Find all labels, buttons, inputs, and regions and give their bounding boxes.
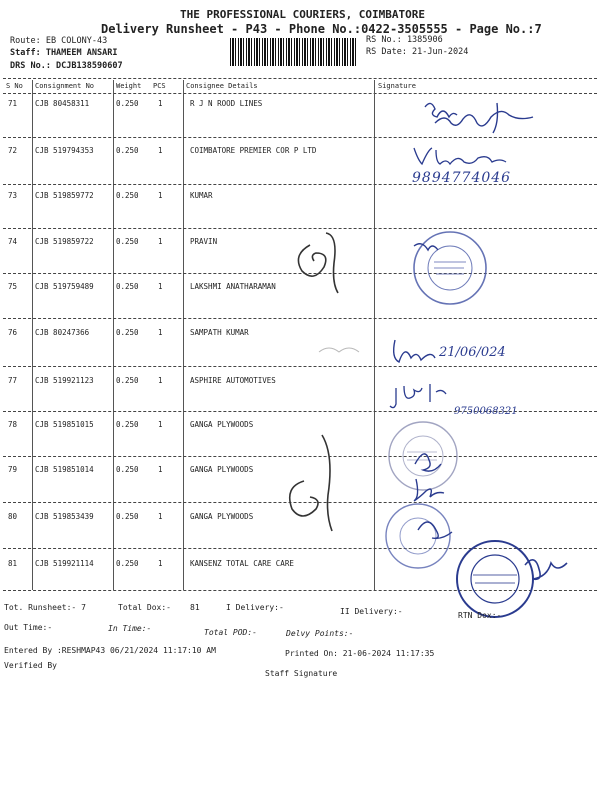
sno: 81 bbox=[8, 559, 18, 568]
out-time: Out Time:- bbox=[4, 623, 53, 632]
consignee: R J N ROOD LINES bbox=[190, 99, 263, 108]
consignment-no: CJB 519851015 bbox=[35, 420, 94, 429]
consignee: KANSENZ TOTAL CARE CARE bbox=[190, 559, 294, 568]
sno: 80 bbox=[8, 512, 18, 521]
col-consignment: Consignment No bbox=[35, 82, 95, 90]
pcs: 1 bbox=[158, 420, 163, 429]
sno: 79 bbox=[8, 465, 18, 474]
col-sno: S No bbox=[6, 82, 23, 90]
rtn-dox: RTN Dox:- bbox=[458, 611, 502, 620]
consignee: GANGA PLYWOODS bbox=[190, 512, 254, 521]
pcs: 1 bbox=[158, 559, 163, 568]
pcs: 1 bbox=[158, 146, 163, 155]
consignment-no: CJB 80458311 bbox=[35, 99, 90, 108]
pcs: 1 bbox=[158, 237, 163, 246]
weight: 0.250 bbox=[116, 512, 139, 521]
sig72-phone: 9894774046 bbox=[412, 170, 512, 186]
sno: 71 bbox=[8, 99, 18, 108]
consignee: COIMBATORE PREMIER COR P LTD bbox=[190, 146, 317, 155]
weight: 0.250 bbox=[116, 191, 139, 200]
barcode bbox=[230, 38, 356, 66]
signature-71 bbox=[405, 95, 565, 137]
staff: Staff: THAMEEM ANSARI bbox=[10, 48, 118, 58]
row-divider bbox=[3, 318, 597, 319]
seal-80 bbox=[378, 500, 463, 570]
weight: 0.250 bbox=[116, 559, 139, 568]
consignee: ASPHIRE AUTOMOTIVES bbox=[190, 376, 276, 385]
drs-number: DRS No.: DCJB138590607 bbox=[10, 61, 123, 71]
consignment-no: CJB 519921114 bbox=[35, 559, 94, 568]
total-dox-label: Total Dox:- bbox=[118, 603, 171, 612]
ink-mark-74-75 bbox=[282, 225, 357, 300]
ink-mark-79-80 bbox=[270, 425, 350, 535]
pcs: 1 bbox=[158, 328, 163, 337]
consignee: KUMAR bbox=[190, 191, 213, 200]
weight: 0.250 bbox=[116, 146, 139, 155]
delvy-points: Delvy Points:- bbox=[286, 629, 354, 638]
route: Route: EB COLONY-43 bbox=[10, 36, 108, 46]
consignment-no: CJB 519851014 bbox=[35, 465, 94, 474]
col-signature: Signature bbox=[378, 82, 416, 90]
pcs: 1 bbox=[158, 191, 163, 200]
sno: 75 bbox=[8, 282, 18, 291]
tot-runsheet: Tot. Runsheet:- 7 bbox=[4, 603, 86, 612]
table-top-line bbox=[3, 78, 597, 79]
weight: 0.250 bbox=[116, 420, 139, 429]
consignee: GANGA PLYWOODS bbox=[190, 420, 254, 429]
rs-number: RS No.: 1385906 bbox=[366, 35, 443, 45]
col-weight: Weight bbox=[116, 82, 142, 90]
verified-by: Verified By bbox=[4, 661, 57, 670]
consignee: LAKSHMI ANATHARAMAN bbox=[190, 282, 276, 291]
pcs: 1 bbox=[158, 99, 163, 108]
printed-on: Printed On: 21-06-2024 11:17:35 bbox=[285, 649, 435, 658]
sno: 73 bbox=[8, 191, 18, 200]
consignment-no: CJB 519859722 bbox=[35, 237, 94, 246]
pcs: 1 bbox=[158, 512, 163, 521]
sig76-date: 21/06/024 bbox=[439, 345, 506, 360]
rs-date: RS Date: 21-Jun-2024 bbox=[366, 47, 469, 57]
seal-74-75 bbox=[410, 226, 495, 311]
ii-delivery: II Delivery:- bbox=[340, 607, 403, 616]
col-divider bbox=[183, 80, 184, 590]
runsheet-line: Delivery Runsheet - P43 - Phone No.:0422-3505555 - Page No.:7 bbox=[101, 22, 542, 36]
weight: 0.250 bbox=[116, 282, 139, 291]
signature-76 bbox=[315, 332, 560, 368]
col-divider bbox=[113, 80, 114, 590]
staff-signature: Staff Signature bbox=[265, 669, 338, 678]
table-header-line bbox=[3, 93, 597, 94]
col-consignee: Consignee Details bbox=[186, 82, 258, 90]
company-name: THE PROFESSIONAL COURIERS, COIMBATORE bbox=[180, 8, 426, 21]
consignment-no: CJB 519921123 bbox=[35, 376, 94, 385]
sno: 78 bbox=[8, 420, 18, 429]
pcs: 1 bbox=[158, 282, 163, 291]
col-pcs: PCS bbox=[153, 82, 166, 90]
sno: 76 bbox=[8, 328, 18, 337]
col-divider bbox=[32, 80, 33, 590]
consignment-no: CJB 519794353 bbox=[35, 146, 94, 155]
total-dox-value: 81 bbox=[190, 603, 200, 612]
weight: 0.250 bbox=[116, 237, 139, 246]
pcs: 1 bbox=[158, 376, 163, 385]
entered-by: Entered By :RESHMAP43 06/21/2024 11:17:10 AM bbox=[4, 646, 216, 655]
pcs: 1 bbox=[158, 465, 163, 474]
i-delivery: I Delivery:- bbox=[226, 603, 284, 612]
consignee: SAMPATH KUMAR bbox=[190, 328, 249, 337]
consignment-no: CJB 519859772 bbox=[35, 191, 94, 200]
weight: 0.250 bbox=[116, 376, 139, 385]
sno: 74 bbox=[8, 237, 18, 246]
weight: 0.250 bbox=[116, 328, 139, 337]
total-pod: Total POD:- bbox=[204, 628, 257, 637]
consignee: PRAVIN bbox=[190, 237, 218, 246]
sno: 72 bbox=[8, 146, 18, 155]
signature-72 bbox=[400, 138, 570, 186]
sno: 77 bbox=[8, 376, 18, 385]
sig77-phone: 9750068321 bbox=[454, 406, 518, 416]
consignment-no: CJB 519853439 bbox=[35, 512, 94, 521]
in-time: In Time:- bbox=[108, 624, 152, 633]
consignment-no: CJB 80247366 bbox=[35, 328, 90, 337]
consignee: GANGA PLYWOODS bbox=[190, 465, 254, 474]
weight: 0.250 bbox=[116, 465, 139, 474]
weight: 0.250 bbox=[116, 99, 139, 108]
consignment-no: CJB 519759489 bbox=[35, 282, 94, 291]
signature-77 bbox=[380, 380, 570, 416]
